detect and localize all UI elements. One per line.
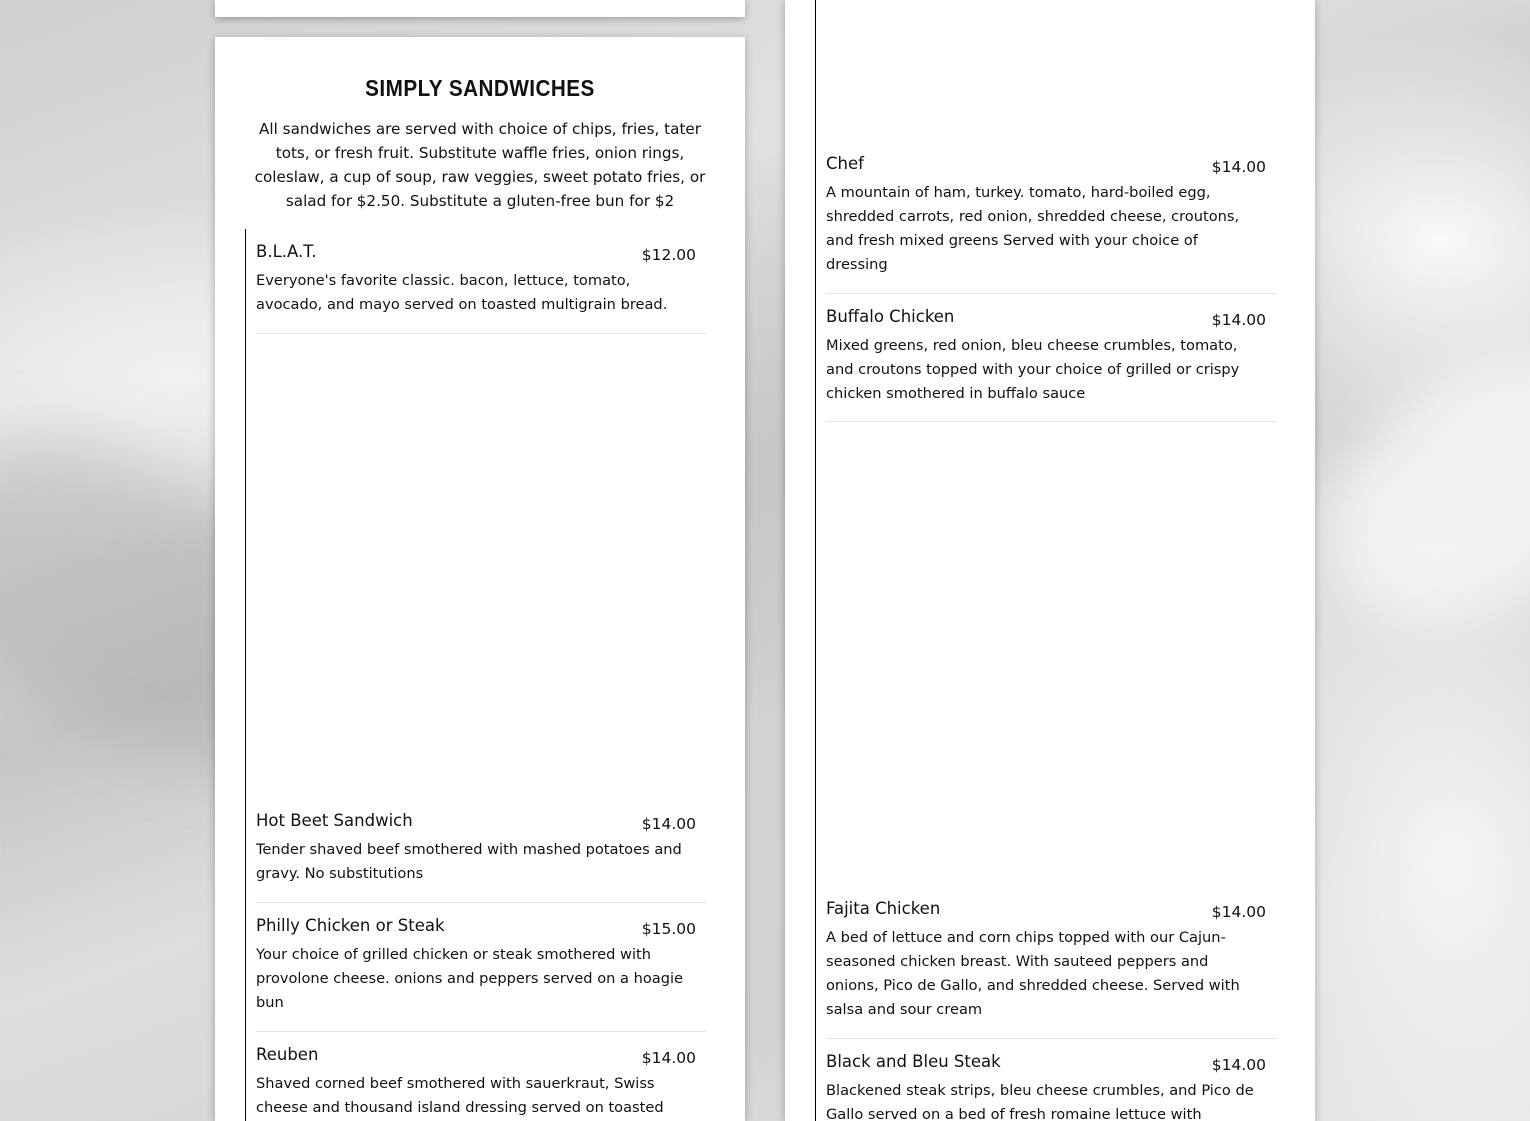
menu-item-chef bbox=[826, 153, 1276, 294]
salad-item-list bbox=[815, 0, 1286, 1121]
item-price: $14.00 bbox=[1211, 158, 1266, 176]
item-price: $14.00 bbox=[641, 815, 696, 833]
menu-item-buffalo-chicken bbox=[826, 306, 1276, 422]
item-description: Everyone's favorite classic. bacon, lettuce, tomato, avocado, and mayo served on toasted multigrain bread. bbox=[256, 272, 668, 313]
item-name: B.L.A.T. bbox=[256, 242, 317, 261]
item-description: A mountain of ham, turkey. tomato, hard-boiled egg, shredded carrots, red onion, shredded cheese, croutons, and fresh mixed greens Served with your choice of dressing bbox=[826, 184, 1240, 273]
item-price: $14.00 bbox=[641, 1049, 696, 1067]
sandwiches-menu-card bbox=[215, 37, 745, 1121]
menu-item-fajita-chicken bbox=[826, 898, 1276, 1039]
item-price: $14.00 bbox=[1211, 903, 1266, 921]
item-description: Tender shaved beef smothered with mashed potatoes and gravy. No substitutions bbox=[256, 841, 682, 882]
previous-card-bottom bbox=[215, 0, 745, 17]
item-price: $12.00 bbox=[641, 246, 696, 264]
item-description: A bed of lettuce and corn chips topped with our Cajun-seasoned chicken breast. With sauteed peppers and onions, Pico de Gallo, and shredded cheese. Served with salsa and sour cream bbox=[826, 929, 1240, 1018]
item-name: Reuben bbox=[256, 1045, 319, 1064]
item-name: Philly Chicken or Steak bbox=[256, 916, 445, 935]
menu-item-hot-beet-sandwich bbox=[256, 810, 706, 903]
sandwich-item-list bbox=[245, 229, 716, 1121]
item-price: $14.00 bbox=[1211, 311, 1266, 329]
menu-item-reuben bbox=[256, 1044, 706, 1121]
salads-menu-card bbox=[785, 0, 1315, 1121]
section-title: SIMPLY SANDWICHES bbox=[365, 75, 595, 101]
item-description: Blackened steak strips, bleu cheese crumbles, and Pico de Gallo served on a bed of fresh romaine lettuce with bbox=[826, 1082, 1254, 1121]
item-name: Chef bbox=[826, 154, 864, 173]
item-name: Black and Bleu Steak bbox=[826, 1052, 1001, 1071]
item-name: Hot Beet Sandwich bbox=[256, 811, 413, 830]
item-description: Mixed greens, red onion, bleu cheese crumbles, tomato, and croutons topped with your choice of grilled or crispy chicken smothered in buffalo sauce bbox=[826, 337, 1240, 402]
item-name: Buffalo Chicken bbox=[826, 307, 955, 326]
menu-item-black-and-bleu-steak bbox=[826, 1051, 1276, 1121]
item-description: Shaved corned beef smothered with sauerkraut, Swiss cheese and thousand island dressing served on toasted bbox=[256, 1075, 664, 1116]
item-name: Fajita Chicken bbox=[826, 899, 941, 918]
item-description: Your choice of grilled chicken or steak smothered with provolone cheese. onions and peppers served on a hoagie bun bbox=[256, 946, 684, 1011]
background-highlight bbox=[1286, 308, 1530, 672]
item-price: $15.00 bbox=[641, 920, 696, 938]
menu-item-philly bbox=[256, 915, 706, 1032]
item-price: $14.00 bbox=[1211, 1056, 1266, 1074]
section-intro: All sandwiches are served with choice of chips, fries, tater tots, or fresh fruit. Substitute waffle fries, onion rings, coleslaw, a cup of soup, raw veggies, sweet potato fries, or salad for $2.50. Substitute a gluten-free bun for $2 bbox=[254, 120, 706, 210]
menu-item-blat bbox=[256, 241, 706, 334]
